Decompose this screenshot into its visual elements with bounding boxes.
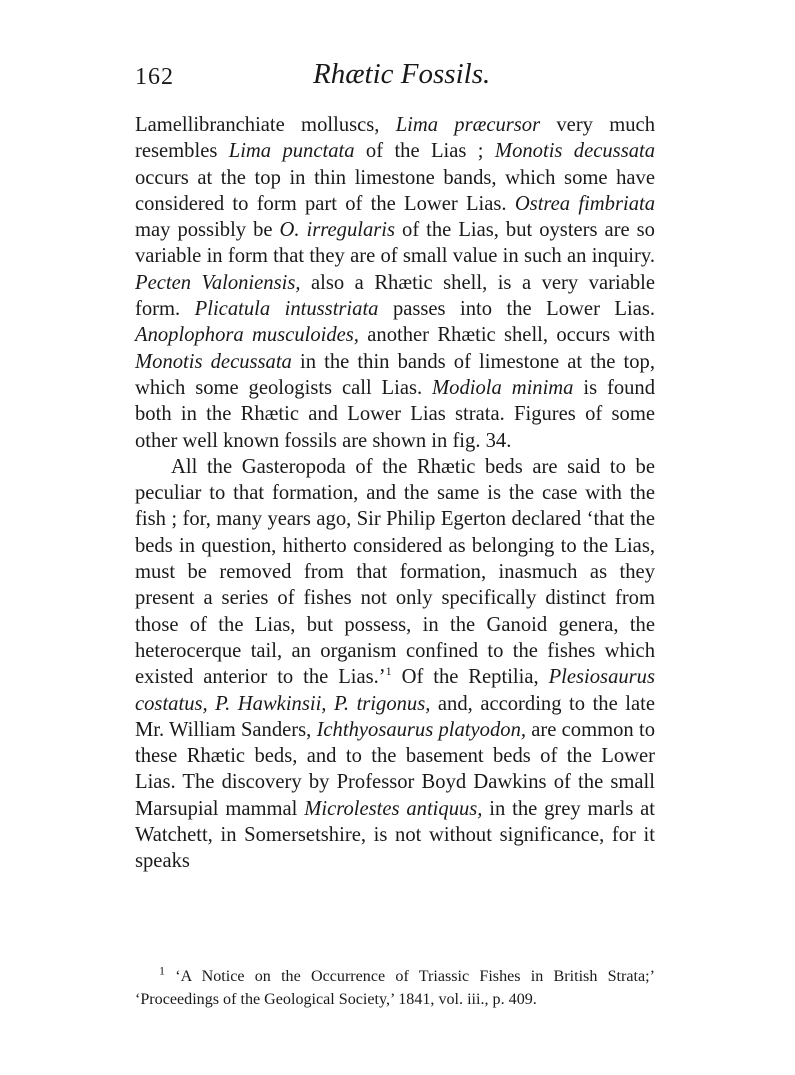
text-run: very much resembles (135, 114, 655, 163)
italic-term: Monotis decussata (135, 350, 292, 373)
text-run: another Rhætic shell, occurs with (358, 324, 655, 347)
footnote (135, 965, 655, 1011)
page-header (135, 58, 655, 98)
text-run: and, according to the late Mr. William Sanders, (135, 692, 655, 741)
text-run: occurs at the top in thin limestone bands, which some have considered to form part of the Lower Lias. (135, 166, 655, 215)
text-run: in the thin bands of limestone at the top, which some geologists call Lias. (135, 350, 655, 399)
italic-term: Plesiosaurus costatus, P. Hawkinsii, P. trigonus, (135, 666, 655, 715)
footnote-text: ‘A Notice on the Occurrence of Triassic Fishes in British Strata;’ ‘Proceedings of the Geological Society,’ 1841, vol. iii., p. 409. (135, 968, 655, 1008)
italic-term: Pecten Valoniensis, (135, 271, 301, 294)
italic-term: Anoplophora musculoides, (135, 324, 359, 347)
footnote-reference: 1 (385, 664, 392, 679)
text-run: may possibly be (135, 219, 280, 242)
text-run: are common to these Rhætic beds, and to the basement beds of the Lower Lias. The discovery by Professor Boyd Dawkins of the small Marsupial mammal (135, 718, 655, 820)
text-run: passes into the Lower Lias. (378, 298, 655, 321)
italic-term: Lima punctata (228, 140, 355, 163)
text-run: of the Lias, but oysters are so variable in form that they are of small value in such an inquiry. (135, 219, 655, 268)
paragraph (135, 112, 655, 454)
italic-term: Ichthyosaurus platyodon, (316, 718, 527, 741)
text-run: in the grey marls at Watchett, in Somersetshire, is not without significance, for it speaks (135, 797, 655, 873)
text-run: Lamellibranchiate molluscs, (135, 114, 396, 136)
running-head: Rhætic Fossils. (313, 58, 491, 90)
text-run: All the Gasteropoda of the Rhætic beds are said to be peculiar to that formation, and the same is the case with the fish ; for, many years ago, Sir Philip Egerton declared ‘that the beds in question, hitherto considered as belonging to the Lias, must be removed from that formation, inasmuch as they present a series of fishes not only specifically distinct from those of the Lias, but possess, in the Ganoid genera, the heterocerque tail, an organism confined to the fishes which existed anterior to the Lias.’ (135, 455, 655, 689)
footnote-marker: 1 (159, 963, 165, 978)
page-number: 162 (135, 64, 174, 90)
text-run: is found both in the Rhætic and Lower Lias strata. Figures of some other well known fossils are shown in fig. 34. (135, 376, 656, 452)
italic-term: Plicatula intusstriata (194, 298, 379, 321)
text-run: of the Lias ; (354, 140, 495, 163)
paragraph (135, 454, 655, 875)
italic-term: O. irregularis (279, 219, 396, 242)
text-run: also a Rhætic shell, is a very variable form. (135, 271, 656, 321)
body-text (135, 112, 655, 875)
italic-term: Monotis decussata (494, 140, 656, 163)
italic-term: Microlestes antiquus, (304, 797, 483, 820)
italic-term: Modiola minima (432, 376, 574, 399)
italic-term: Lima præcursor (395, 114, 541, 136)
footnotes (135, 965, 655, 1011)
italic-term: Ostrea fimbriata (514, 192, 656, 215)
text-run: Of the Reptilia, (391, 666, 549, 689)
